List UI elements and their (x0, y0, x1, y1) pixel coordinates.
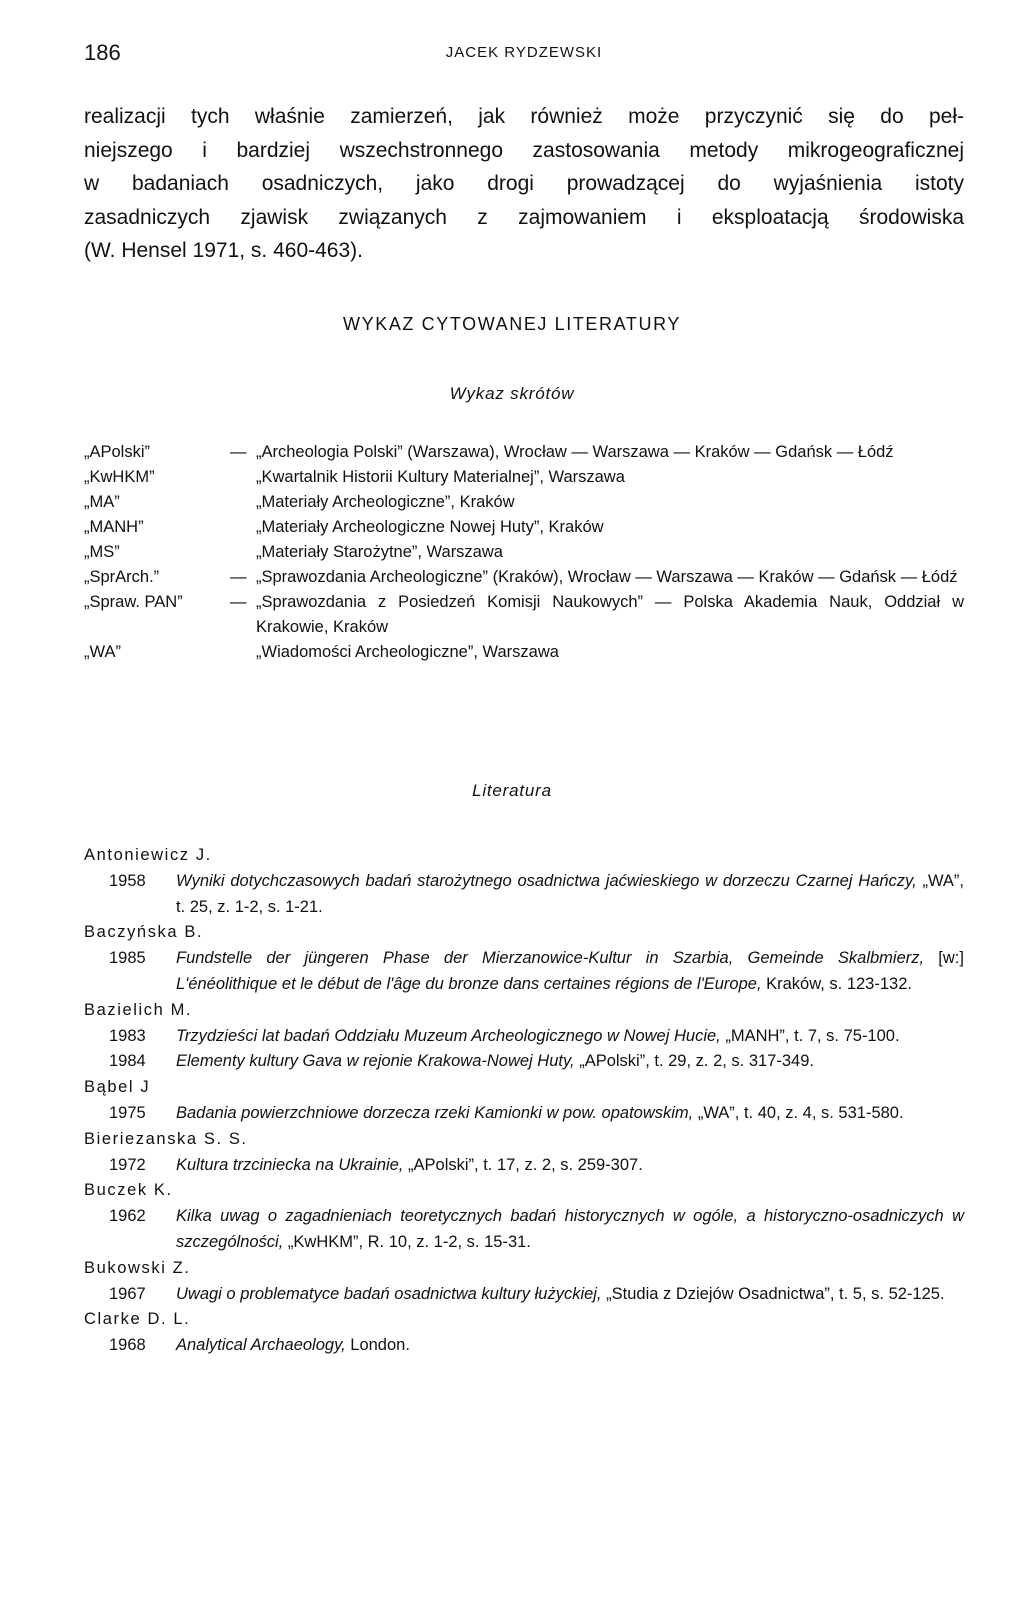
reference-title: L'énéolithique et le début de l'âge du bronze dans certaines régions de l'Europe, (176, 974, 762, 993)
reference-details: „MANH”, t. 7, s. 75-100. (720, 1026, 900, 1045)
body-line: realizacji tych właśnie zamierzeń, jak również może przyczynić się do peł- (84, 105, 964, 128)
reference-title: Wyniki dotychczasowych badań starożytnego osadnictwa jaćwieskiego w dorzeczu Czarnej Hańczy, (176, 871, 917, 890)
body-paragraph (84, 100, 964, 268)
abbreviation-row (84, 540, 964, 565)
abbreviation-key: „Spraw. PAN” (84, 593, 183, 611)
reference-title: Analytical Archaeology, (176, 1336, 346, 1355)
reference-body (176, 1101, 964, 1127)
abbreviation-row (84, 640, 964, 665)
abbreviation-dash (230, 640, 256, 665)
references-list (84, 843, 964, 1359)
reference-entry (84, 946, 964, 998)
abbreviation-dash (230, 465, 256, 490)
body-line: (W. Hensel 1971, s. 460-463). (84, 239, 363, 262)
abbreviation-description: „Wiadomości Archeologiczne”, Warszawa (256, 643, 559, 661)
abbreviation-dash (230, 515, 256, 540)
reference-details: „APolski”, t. 29, z. 2, s. 317-349. (574, 1052, 814, 1071)
reference-title: Badania powierzchniowe dorzecza rzeki Kamionki w pow. opatowskim, (176, 1103, 694, 1122)
abbreviation-key: „MA” (84, 493, 120, 511)
abbreviation-row (84, 465, 964, 490)
reference-author: Buczek K. (84, 1181, 173, 1200)
reference-author: Bukowski Z. (84, 1258, 191, 1277)
reference-author: Bieriezanska S. S. (84, 1129, 248, 1148)
abbreviation-key: „WA” (84, 643, 121, 661)
reference-year: 1984 (109, 1052, 146, 1071)
reference-year: 1983 (109, 1026, 146, 1045)
abbreviation-description: „Kwartalnik Historii Kultury Materialnej”, Warszawa (256, 468, 625, 486)
reference-entry (84, 1101, 964, 1127)
reference-year: 1985 (109, 949, 146, 968)
reference-details: London. (345, 1336, 410, 1355)
abbreviation-dash: — (230, 568, 247, 586)
reference-title: Trzydzieści lat badań Oddziału Muzeum Archeologicznego w Nowej Hucie, (176, 1026, 721, 1045)
abbreviation-description: „Materiały Starożytne”, Warszawa (256, 543, 503, 561)
reference-title: Fundstelle der jüngeren Phase der Mierzanowice-Kultur in Szarbia, Gemeinde Skalbmierz, (176, 949, 925, 968)
abbreviation-description: „Sprawozdania Archeologiczne” (Kraków), Wrocław — Warszawa — Kraków — Gdańsk — Łódź (256, 568, 958, 586)
reference-body (176, 1333, 964, 1359)
reference-year: 1967 (109, 1284, 146, 1303)
reference-entry (84, 1333, 964, 1359)
body-line: niejszego i bardziej wszechstronnego zastosowania metody mikrogeograficznej (84, 138, 964, 162)
reference-entry (84, 1024, 964, 1050)
reference-body (176, 1204, 964, 1256)
reference-entry (84, 1204, 964, 1256)
reference-author: Clarke D. L. (84, 1310, 191, 1329)
abbreviation-dash: — (230, 443, 247, 461)
abbreviation-description: „Sprawozdania z Posiedzeń Komisji Naukowych” — Polska Akademia Nauk, Oddział w Krakowie, Kraków (256, 593, 964, 636)
reference-author: Baczyńska B. (84, 923, 204, 942)
reference-body (176, 1153, 964, 1179)
abbreviation-key: „MANH” (84, 518, 144, 536)
abbreviation-dash (230, 490, 256, 515)
page-header (84, 40, 964, 70)
abbreviation-row (84, 490, 964, 515)
abbreviation-key: „KwHKM” (84, 468, 155, 486)
reference-author: Antoniewicz J. (84, 846, 212, 864)
abbreviation-description: „Materiały Archeologiczne”, Kraków (256, 493, 515, 511)
reference-details: „WA”, t. 40, z. 4, s. 531-580. (693, 1103, 904, 1122)
abbreviation-key: „MS” (84, 543, 120, 561)
reference-entry (84, 1282, 964, 1308)
abbreviation-key: „SprArch.” (84, 568, 160, 586)
abbreviation-description: „Materiały Archeologiczne Nowej Huty”, Kraków (256, 518, 604, 536)
reference-title: Kultura trzcinieckа na Ukrainie, (176, 1155, 404, 1174)
abbreviation-row (84, 565, 964, 590)
body-line: zasadniczych zjawisk związanych z zajmowaniem i eksploatacją środowiska (84, 205, 964, 229)
abbreviation-row (84, 590, 964, 640)
reference-year: 1975 (109, 1103, 146, 1122)
reference-title: Elementy kultury Gava w rejonie Krakowa-Nowej Huty, (176, 1052, 575, 1071)
reference-year: 1962 (109, 1207, 146, 1226)
reference-body (176, 1282, 964, 1308)
reference-author: Bąbel J (84, 1078, 151, 1097)
section-title: WYKAZ CYTOWANEJ LITERATURY (343, 314, 681, 334)
reference-details: „Studia z Dziejów Osadnictwa”, t. 5, s. 52-125. (601, 1284, 945, 1303)
reference-year: 1972 (109, 1155, 146, 1174)
reference-title: Kilka uwag o zagadnieniach teoretycznych badań historycznych w ogóle, a historyczno-osadniczych w szczególności, (176, 1207, 964, 1251)
abbreviation-row (84, 440, 964, 465)
reference-details: „WA”, t. 25, z. 1-2, s. 1-21. (176, 871, 964, 916)
abbreviations-list (84, 440, 964, 665)
reference-details: „KwHKM”, R. 10, z. 1-2, s. 15-31. (283, 1232, 531, 1251)
abbreviations-heading: Wykaz skrótów (449, 384, 575, 403)
abbreviation-dash (230, 540, 256, 565)
literature-heading: Literatura (472, 781, 552, 800)
reference-details: „APolski”, t. 17, z. 2, s. 259-307. (403, 1155, 643, 1174)
abbreviation-row (84, 515, 964, 540)
reference-year: 1968 (109, 1336, 146, 1355)
reference-body (176, 869, 964, 921)
reference-body (176, 946, 964, 998)
reference-body (176, 1024, 964, 1050)
abbreviation-description: „Archeologia Polski” (Warszawa), Wrocław — Warszawa — Kraków — Gdańsk — Łódź (256, 443, 894, 461)
abbreviation-key: „APolski” (84, 443, 151, 461)
reference-title: Uwagi o problematyce badań osadnictwa kultury łużyckiej, (176, 1284, 602, 1303)
body-line: w badaniach osadniczych, jako drogi prowadzącej do wyjaśnienia istoty (84, 172, 964, 195)
reference-body (176, 1049, 964, 1075)
reference-details: Kraków, s. 123-132. (761, 974, 912, 993)
reference-entry (84, 869, 964, 921)
reference-author: Bazielich M. (84, 1000, 193, 1019)
page-number: 186 (84, 40, 121, 65)
reference-entry (84, 1049, 964, 1075)
reference-entry (84, 1153, 964, 1179)
running-head: JACEK RYDZEWSKI (445, 44, 603, 61)
reference-year: 1958 (109, 871, 146, 890)
abbreviation-dash: — (230, 593, 247, 611)
reference-details: [w:] (924, 949, 964, 968)
